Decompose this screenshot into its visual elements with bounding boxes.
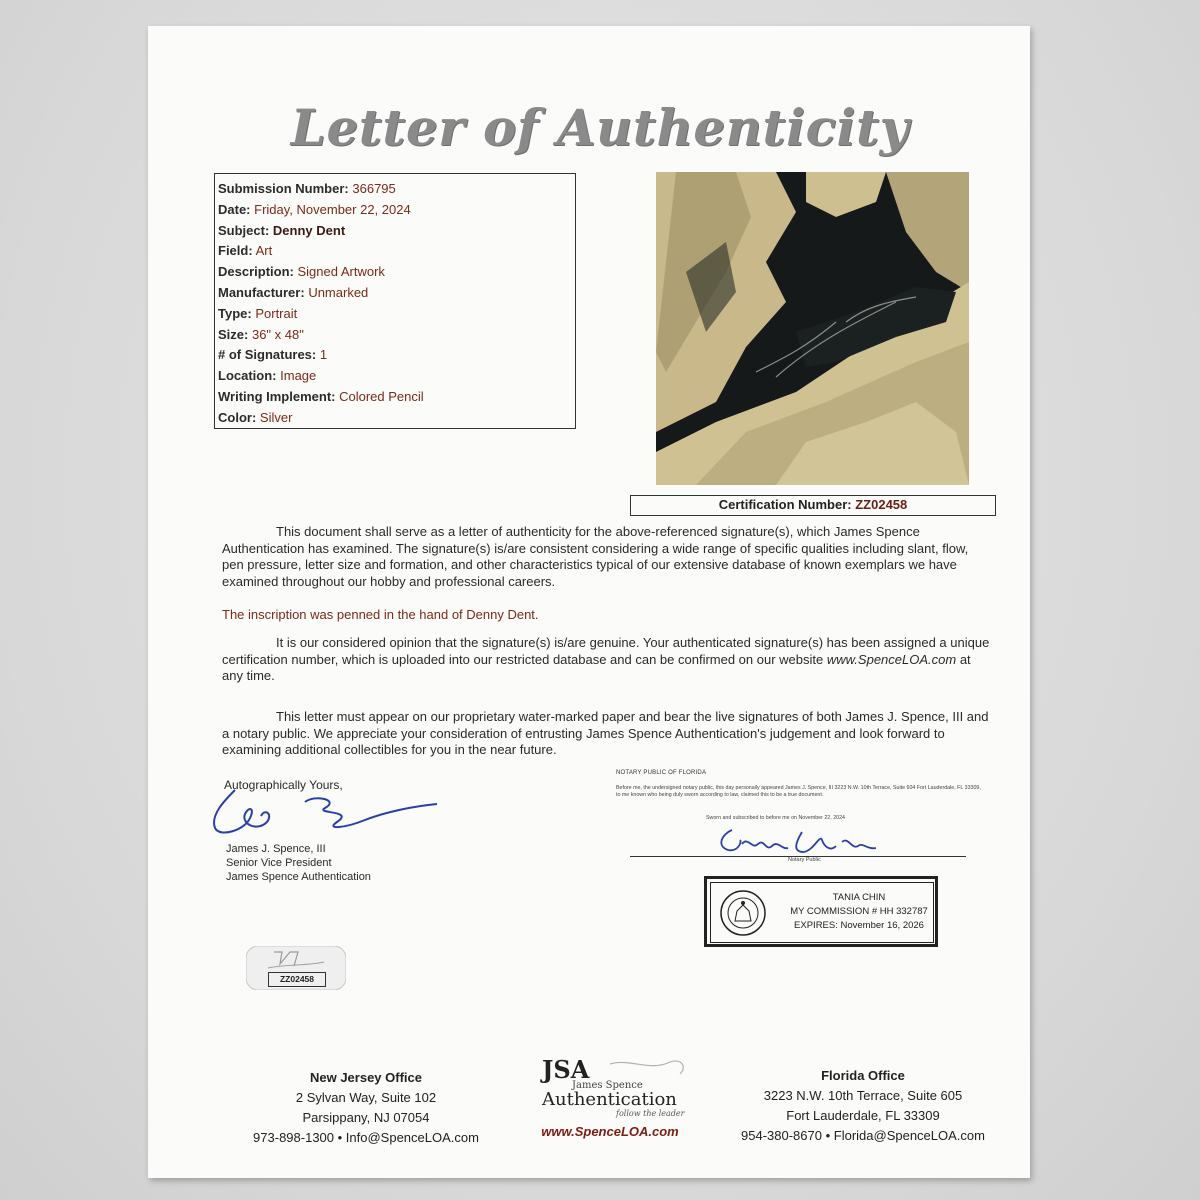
fl-contact: 954-380-8670 • Florida@SpenceLOA.com xyxy=(741,1128,985,1143)
info-row xyxy=(218,325,575,346)
info-row xyxy=(218,179,575,200)
closing-salutation: Autographically Yours, xyxy=(224,778,343,792)
info-row xyxy=(218,304,575,325)
info-label: # of Signatures: xyxy=(218,347,317,363)
info-row xyxy=(218,408,575,429)
certification-label: Certification Number: xyxy=(718,497,852,512)
info-value: Unmarked xyxy=(308,284,369,300)
nj-address-line1: 2 Sylvan Way, Suite 102 xyxy=(295,1090,437,1105)
notary-stamp-commission: MY COMMISSION # HH 332787 xyxy=(790,906,928,917)
nj-address-line2: Parsippany, NJ 07054 xyxy=(302,1110,430,1125)
certification-box xyxy=(630,495,996,516)
info-row xyxy=(218,366,575,387)
info-label: Type: xyxy=(218,305,252,321)
info-label: Date: xyxy=(218,201,251,217)
signer-title: Senior Vice President xyxy=(226,857,332,869)
info-value: Colored Pencil xyxy=(339,388,424,404)
nj-phone[interactable]: 973-898-1300 xyxy=(253,1130,335,1145)
info-value: Signed Artwork xyxy=(297,264,385,280)
info-value: Silver xyxy=(259,409,293,425)
artwork-photo xyxy=(656,172,969,485)
website-link[interactable]: www.SpenceLOA.com xyxy=(826,651,957,667)
sticker-number: ZZ02458 xyxy=(268,972,326,987)
info-value: Portrait xyxy=(255,305,298,321)
notary-stamp-expires: EXPIRES: November 16, 2026 xyxy=(794,920,924,931)
signer-block xyxy=(226,842,371,884)
artwork-image xyxy=(656,172,969,485)
notary-title: NOTARY PUBLIC OF FLORIDA xyxy=(616,770,707,776)
p3-text-before: It is our considered opinion that the signature(s) is/are genuine. Your authenticated signature(s) has been assigned a unique certification number, which is uploaded into our restricted database and can be confirmed on our website xyxy=(222,635,990,667)
info-row xyxy=(218,345,575,366)
notary-sworn: Sworn and subscribed to before me on November 22, 2024 xyxy=(706,815,845,821)
notary-signature xyxy=(712,822,892,860)
info-row xyxy=(218,241,575,262)
notary-label: Notary Public xyxy=(788,857,821,863)
info-label: Writing Implement: xyxy=(218,388,336,404)
signer-company: James Spence Authentication xyxy=(226,871,371,883)
body-paragraph-4: This letter must appear on our proprietary water-marked paper and bear the live signatures of both James J. Spence, III and a notary public. We appreciate your consideration of entrusting James Spence Authentication's judgement and look forward to examining additional collectibles for you in the near future. xyxy=(222,709,989,758)
florida-office xyxy=(700,1066,1026,1146)
jsa-logo-name: James Spence xyxy=(572,1080,643,1091)
info-label: Size: xyxy=(218,326,249,342)
jsa-logo-letters: JSA xyxy=(542,1055,590,1084)
florida-seal-icon xyxy=(719,889,767,937)
notary-stamp xyxy=(704,876,938,947)
page-title: Letter of Authenticity xyxy=(290,98,910,157)
info-label: Location: xyxy=(218,368,277,384)
info-row xyxy=(218,387,575,408)
info-label: Description: xyxy=(218,264,294,280)
info-label: Field: xyxy=(218,243,253,259)
nj-email[interactable]: Info@SpenceLOA.com xyxy=(345,1130,479,1145)
notary-stamp-name: TANIA CHIN xyxy=(832,892,886,903)
fl-address-line2: Fort Lauderdale, FL 33309 xyxy=(786,1108,940,1123)
info-row xyxy=(218,221,575,242)
info-label: Subject: xyxy=(218,222,270,238)
jsa-logo-tagline: follow the leader xyxy=(616,1109,685,1118)
info-row xyxy=(218,283,575,304)
nj-contact: 973-898-1300 • Info@SpenceLOA.com xyxy=(253,1130,479,1145)
info-label: Color: xyxy=(218,409,257,425)
notary-stamp-text xyxy=(789,891,929,933)
spence-signature xyxy=(205,780,445,840)
body-paragraph-1: This document shall serve as a letter of authenticity for the above-referenced signature(s), which James Spence Authentication has examined. The signature(s) is/are consistent considering a wide range of specific qualities including slant, flow, pen pressure, letter size and formation, and other characteristics typical of our extensive database of known exemplars we have examined throughout our hobby and professional careers. xyxy=(222,524,969,589)
notary-text: Before me, the undersigned notary public, this day personally appeared James J. Spence, III 3223 N.W. 10th Terrace, Suite 604 Fort Lauderdale, FL 33309, to me known who being duly sworn according to law, claimed this to be a true document. xyxy=(616,785,981,798)
p3-text-after: at any time. xyxy=(222,651,971,684)
info-label: Submission Number: xyxy=(218,181,349,196)
new-jersey-office xyxy=(230,1068,502,1148)
jsa-logo-authentication: Authentication xyxy=(542,1089,677,1110)
info-value: 36" x 48" xyxy=(251,326,304,342)
fl-email[interactable]: Florida@SpenceLOA.com xyxy=(833,1128,985,1143)
info-value: Image xyxy=(280,368,317,384)
signer-name: James J. Spence, III xyxy=(226,843,326,855)
jsa-website-url[interactable]: www.SpenceLOA.com xyxy=(541,1124,679,1139)
fl-phone[interactable]: 954-380-8670 xyxy=(741,1128,822,1143)
info-row xyxy=(218,262,575,283)
inscription-statement: The inscription was penned in the hand of Denny Dent. xyxy=(222,607,539,622)
jsa-logo xyxy=(520,1052,700,1122)
jsa-logo-mark xyxy=(520,1052,700,1122)
info-value: Denny Dent xyxy=(272,222,346,238)
info-label: Manufacturer: xyxy=(218,284,305,300)
info-value: Friday, November 22, 2024 xyxy=(254,201,411,217)
info-value: 1 xyxy=(319,347,328,363)
info-value: Art xyxy=(255,243,273,259)
fl-office-heading: Florida Office xyxy=(821,1068,905,1083)
notary-stamp-inner xyxy=(710,882,934,943)
info-value: 366795 xyxy=(352,181,396,196)
nj-office-heading: New Jersey Office xyxy=(309,1070,422,1085)
info-row xyxy=(218,200,575,221)
certification-number: ZZ02458 xyxy=(855,497,908,512)
submission-info-box xyxy=(214,173,576,429)
fl-address-line1: 3223 N.W. 10th Terrace, Suite 605 xyxy=(763,1088,963,1103)
body-paragraph-3 xyxy=(222,635,992,685)
